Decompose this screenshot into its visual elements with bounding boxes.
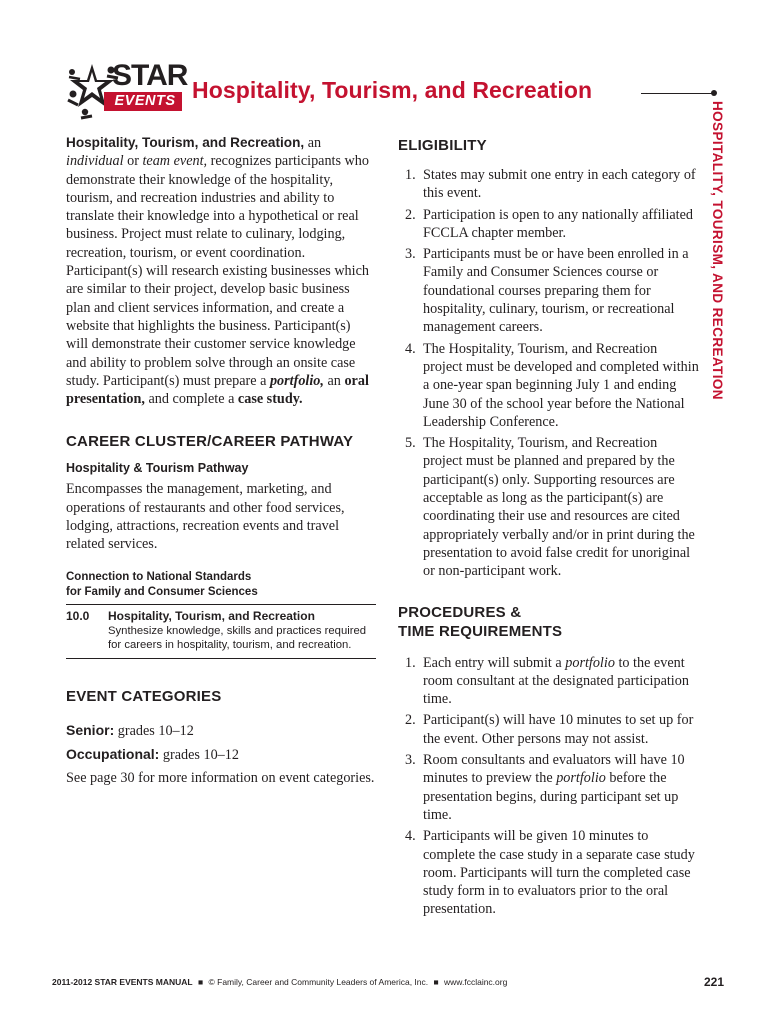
eligibility-item: 1. States may submit one entry in each category of this event. bbox=[405, 167, 696, 202]
standard-title: Hospitality, Tourism, and Recreation bbox=[108, 608, 315, 623]
eligibility-heading: ELIGIBILITY bbox=[398, 137, 487, 154]
eligibility-list bbox=[398, 166, 700, 581]
procedures-heading-line: PROCEDURES & bbox=[398, 603, 522, 621]
category-occupational-label: Occupational: bbox=[66, 745, 160, 762]
logo-events-text: EVENTS bbox=[114, 93, 176, 109]
intro-text: an bbox=[304, 135, 322, 151]
category-senior-value: grades 10–12 bbox=[114, 722, 194, 739]
procedure-item: 3. Room consultants and evaluators will have 10 minutes to preview the portfolio before the presentation begins, during participant set up time. bbox=[405, 752, 685, 823]
procedures-heading bbox=[398, 603, 700, 641]
procedures-list bbox=[398, 654, 700, 919]
page-number: 221 bbox=[703, 975, 724, 989]
intro-event-name: Hospitality, Tourism, and Recreation, bbox=[66, 135, 305, 150]
footer-manual: 2011-2012 STAR EVENTS MANUAL bbox=[52, 977, 193, 987]
eligibility-item: 3. Participants must be or have been enrolled in a Family and Consumer Sciences course or foundational courses preparing them for hospitality, culinary, tourism, or recreational management careers. bbox=[405, 246, 689, 336]
category-note: See page 30 for more information on event categories. bbox=[66, 770, 375, 787]
footer-website: www.fcclainc.org bbox=[444, 977, 508, 987]
intro-text: or bbox=[123, 153, 143, 170]
procedure-item: 2. Participant(s) will have 10 minutes to set up for the event. Other persons may not assist. bbox=[405, 712, 694, 747]
standard-code: 10.0 bbox=[66, 608, 90, 623]
eligibility-item: 5. The Hospitality, Tourism, and Recreation project must be planned and prepared by the participant(s) only. Supporting resources are acceptable as long as the participant(s) are coordinating their use and resources are cited appropriately verbally and/or in print during the presentation to avoid false credit for unoriginal or non-participant work. bbox=[405, 435, 695, 580]
standards-heading bbox=[66, 570, 376, 600]
intro-paragraph bbox=[66, 134, 376, 408]
footer bbox=[52, 977, 507, 987]
procedure-item: 4. Participants will be given 10 minutes to complete the case study in a separate case study room. Participants will turn the completed case study form in to evaluators prior to the oral presentation. bbox=[405, 828, 695, 918]
standard-description: Synthesize knowledge, skills and practices required for careers in hospitality, tourism, and recreation. bbox=[108, 624, 367, 652]
page-title: Hospitality, Tourism, and Recreation bbox=[192, 77, 593, 103]
footer-bullet: ■ bbox=[197, 977, 204, 987]
procedures-heading-line: TIME REQUIREMENTS bbox=[398, 622, 563, 640]
career-pathway: Hospitality & Tourism Pathway bbox=[66, 461, 249, 476]
event-categories-heading: EVENT CATEGORIES bbox=[66, 687, 222, 705]
eligibility-item: 2. Participation is open to any nationally affiliated FCCLA chapter member. bbox=[405, 206, 694, 241]
footer-copyright: © Family, Career and Community Leaders of America, Inc. bbox=[208, 977, 429, 987]
title-rule bbox=[641, 93, 713, 94]
title-rule-dot bbox=[711, 90, 717, 96]
category-senior bbox=[66, 721, 376, 740]
logo-star-text: STAR bbox=[112, 59, 188, 92]
career-description: Encompasses the management, marketing, and operations of restaurants and other food services, lodging, attractions, recreation events and travel related services. bbox=[66, 481, 345, 553]
footer-bullet: ■ bbox=[433, 977, 439, 987]
standards-heading-line: for Family and Consumer Sciences bbox=[66, 585, 258, 598]
intro-text: recognizes participants who demonstrate their knowledge of the hospitality, tourism, and recreation industries and ability to translate their knowledge into a hypothetical or real business. Project must relate to culinary, lodging, recreation, tourism, or event coordination. Participant(s) will research existing businesses which are similar to their project, develop basic business plan and client services information, and create a website that highlights the business. Participant(s) will demonstrate their customer service knowledge and ability to problem solve through an onsite case study. Participant(s) must prepare a bbox=[66, 153, 369, 389]
intro-case-study: case study. bbox=[237, 391, 303, 408]
side-tab-label: HOSPITALITY, TOURISM, AND RECREATION bbox=[710, 101, 725, 400]
standards-heading-line: Connection to National Standards bbox=[66, 570, 252, 583]
eligibility-item: 4. The Hospitality, Tourism, and Recreation project must be developed and completed within a one-year span beginning July 1 and ending June 30 of the school year before the National Leadership Conference. bbox=[405, 340, 699, 430]
intro-oral-presentation: oral presentation, bbox=[66, 372, 369, 408]
category-occupational bbox=[66, 745, 376, 764]
intro-text: an bbox=[323, 372, 345, 389]
intro-individual: individual bbox=[66, 153, 124, 170]
intro-text: and complete a bbox=[144, 391, 238, 408]
category-senior-label: Senior: bbox=[66, 721, 115, 738]
procedure-item: 1. Each entry will submit a portfolio to the event room consultant at the designated participation time. bbox=[405, 654, 689, 708]
category-occupational-value: grades 10–12 bbox=[159, 746, 239, 763]
right-column bbox=[398, 134, 700, 919]
left-column bbox=[66, 134, 376, 788]
side-tab bbox=[702, 101, 732, 436]
standard-box bbox=[66, 604, 376, 659]
star-events-logo bbox=[64, 58, 186, 124]
career-cluster-heading: CAREER CLUSTER/CAREER PATHWAY bbox=[66, 433, 354, 451]
intro-portfolio: portfolio, bbox=[269, 372, 324, 389]
intro-team-event: team event, bbox=[142, 153, 208, 170]
